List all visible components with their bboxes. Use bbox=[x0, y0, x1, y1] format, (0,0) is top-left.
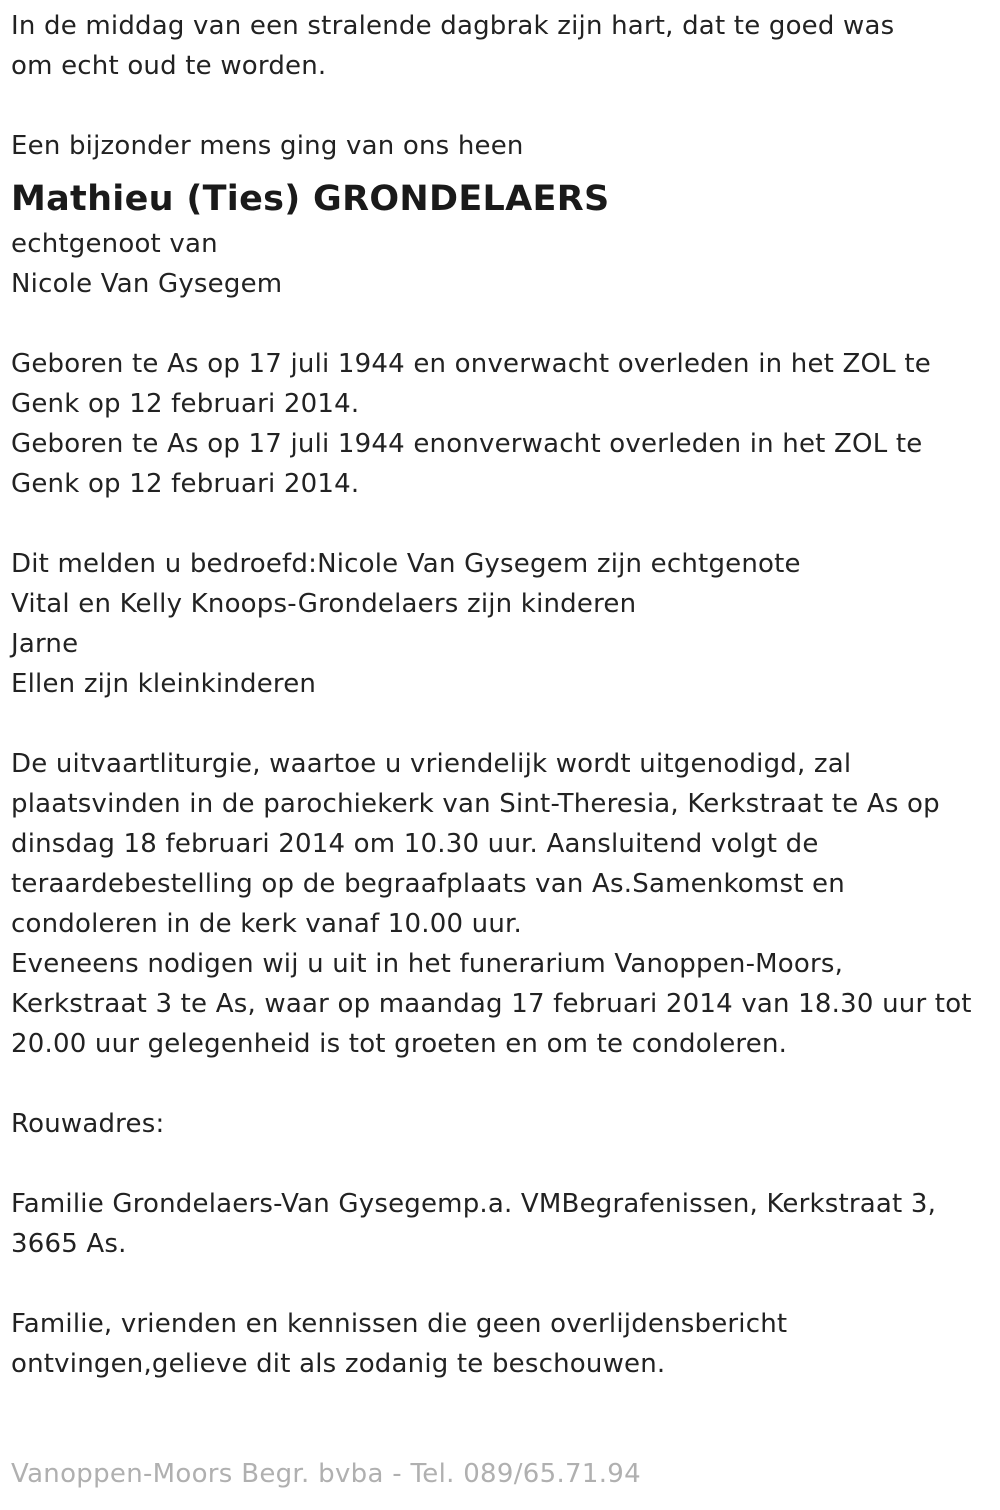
ceremony-line: Kerkstraat 3 te As, waar op maandag 17 februari 2014 van 18.30 uur tot bbox=[11, 989, 972, 1019]
birth-death-line: Genk op 12 februari 2014. bbox=[11, 389, 360, 419]
ceremony-line: De uitvaartliturgie, waartoe u vriendelijk wordt uitgenodigd, zal bbox=[11, 749, 852, 779]
funeral-home-footer: Vanoppen-Moors Begr. bvba - Tel. 089/65.71.94 bbox=[11, 1459, 641, 1489]
relation-label: echtgenoot van bbox=[11, 229, 218, 259]
intro-line-3: Een bijzonder mens ging van ons heen bbox=[11, 131, 524, 161]
birth-death-line: Geboren te As op 17 juli 1944 enonverwacht overleden in het ZOL te bbox=[11, 429, 923, 459]
intro-line-1: In de middag van een stralende dagbrak zijn hart, dat te goed was bbox=[11, 11, 895, 41]
intro-line-2: om echt oud te worden. bbox=[11, 51, 327, 81]
spouse-name: Nicole Van Gysegem bbox=[11, 269, 283, 299]
family-line: Jarne bbox=[11, 629, 79, 659]
family-line: Vital en Kelly Knoops-Grondelaers zijn kinderen bbox=[11, 589, 637, 619]
ceremony-line: Eveneens nodigen wij u uit in het funerarium Vanoppen-Moors, bbox=[11, 949, 844, 979]
obituary-notice bbox=[11, 0, 991, 1384]
family-line: Dit melden u bedroefd:Nicole Van Gysegem zijn echtgenote bbox=[11, 549, 801, 579]
address-line-2: 3665 As. bbox=[11, 1229, 127, 1259]
birth-death-line: Geboren te As op 17 juli 1944 en onverwacht overleden in het ZOL te bbox=[11, 349, 931, 379]
closing-line-2: ontvingen,gelieve dit als zodanig te beschouwen. bbox=[11, 1349, 666, 1379]
family-line: Ellen zijn kleinkinderen bbox=[11, 669, 317, 699]
ceremony-line: condoleren in de kerk vanaf 10.00 uur. bbox=[11, 909, 523, 939]
address-label: Rouwadres: bbox=[11, 1109, 165, 1139]
ceremony-line: dinsdag 18 februari 2014 om 10.30 uur. Aansluitend volgt de bbox=[11, 829, 819, 859]
ceremony-line: teraardebestelling op de begraafplaats van As.Samenkomst en bbox=[11, 869, 845, 899]
closing-line-1: Familie, vrienden en kennissen die geen overlijdensbericht bbox=[11, 1309, 788, 1339]
address-line-1: Familie Grondelaers-Van Gysegemp.a. VMBegrafenissen, Kerkstraat 3, bbox=[11, 1189, 937, 1219]
ceremony-line: 20.00 uur gelegenheid is tot groeten en om te condoleren. bbox=[11, 1029, 788, 1059]
ceremony-line: plaatsvinden in de parochiekerk van Sint-Theresia, Kerkstraat te As op bbox=[11, 789, 940, 819]
deceased-name: Mathieu (Ties) GRONDELAERS bbox=[11, 179, 610, 219]
birth-death-line: Genk op 12 februari 2014. bbox=[11, 469, 360, 499]
